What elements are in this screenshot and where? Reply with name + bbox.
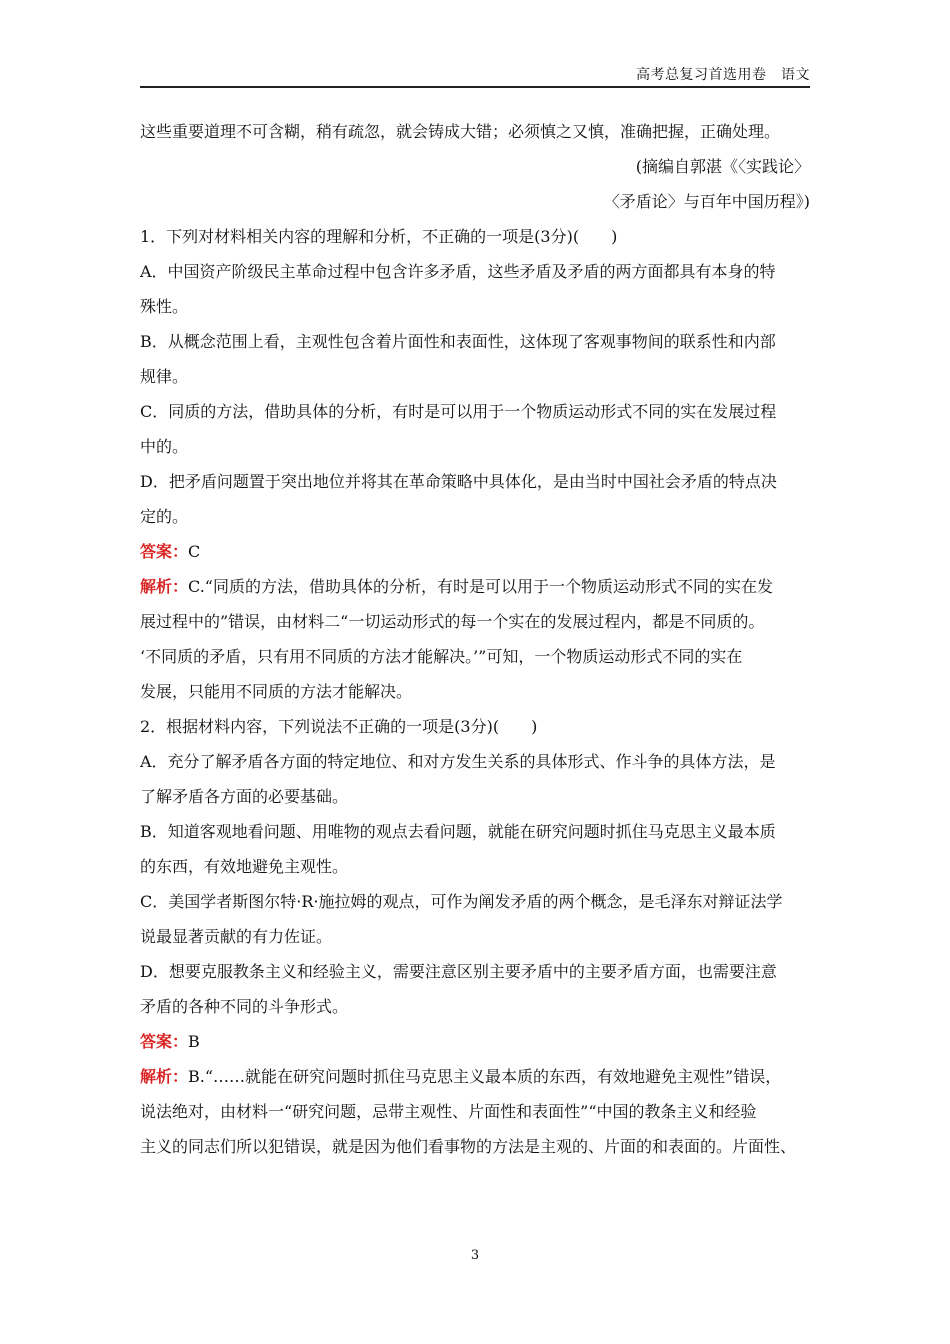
answer-label: 答案： — [140, 1032, 189, 1051]
option-d-cont: 矛盾的各种不同的斗争形式。 — [140, 997, 349, 1016]
source-citation: (摘编自郭湛《〈实践论〉 — [635, 157, 810, 176]
option-d-cont: 定的。 — [140, 507, 189, 526]
analysis-label: 解析： — [140, 577, 189, 596]
option-b-cont: 的东西，有效地避免主观性。 — [140, 857, 349, 876]
analysis-cont: 说法绝对，由材料一“研究问题，忌带主观性、片面性和表面性”“中国的教条主义和经验 — [140, 1102, 757, 1121]
analysis-cont: ‘不同质的矛盾，只有用不同质的方法才能解决。’”可知，一个物质运动形式不同的实在 — [140, 647, 743, 666]
option-b: B．知道客观地看问题、用唯物的观点去看问题，就能在研究问题时抓住马克思主义最本质 — [140, 822, 776, 841]
question-1-stem: 1．下列对材料相关内容的理解和分析，不正确的一项是(3分)( ) — [140, 227, 618, 246]
analysis-label: 解析： — [140, 1067, 189, 1086]
document-body — [140, 122, 810, 1172]
analysis-cont: 发展，只能用不同质的方法才能解决。 — [140, 682, 413, 701]
source-citation: 〈矛盾论〉与百年中国历程》) — [603, 192, 810, 211]
option-b-cont: 规律。 — [140, 367, 189, 386]
header-title: 高考总复习首选用卷 语文 — [636, 67, 810, 83]
answer-value: B — [188, 1032, 200, 1051]
analysis-line — [140, 1067, 810, 1102]
option-a-cont: 殊性。 — [140, 297, 189, 316]
question-2-stem: 2．根据材料内容，下列说法不正确的一项是(3分)( ) — [140, 717, 538, 736]
option-c-cont: 中的。 — [140, 437, 189, 456]
option-c: C．美国学者斯图尔特·R·施拉姆的观点，可作为阐发矛盾的两个概念，是毛泽东对辩证法学 — [140, 892, 783, 911]
answer-label: 答案： — [140, 542, 189, 561]
page-header — [140, 62, 810, 88]
answer-value: C — [188, 542, 201, 561]
option-b: B．从概念范围上看，主观性包含着片面性和表面性，这体现了客观事物间的联系性和内部 — [140, 332, 776, 351]
option-a-cont: 了解矛盾各方面的必要基础。 — [140, 787, 349, 806]
page-number: 3 — [470, 1248, 480, 1263]
option-c-cont: 说最显著贡献的有力佐证。 — [140, 927, 333, 946]
option-c: C．同质的方法，借助具体的分析，有时是可以用于一个物质运动形式不同的实在发展过程 — [140, 402, 777, 421]
option-d: D．把矛盾问题置于突出地位并将其在革命策略中具体化，是由当时中国社会矛盾的特点决 — [140, 472, 777, 491]
answer-line — [140, 542, 810, 577]
analysis-cont: 展过程中的”错误，由材料二“一切运动形式的每一个实在的发展过程内，都是不同质的。 — [140, 612, 765, 631]
option-d: D．想要克服教条主义和经验主义，需要注意区别主要矛盾中的主要矛盾方面，也需要注意 — [140, 962, 777, 981]
option-a: A．充分了解矛盾各方面的特定地位、和对方发生关系的具体形式、作斗争的具体方法，是 — [140, 752, 776, 771]
analysis-text: C.“同质的方法，借助具体的分析，有时是可以用于一个物质运动形式不同的实在发 — [188, 577, 773, 596]
option-a: A．中国资产阶级民主革命过程中包含许多矛盾，这些矛盾及矛盾的两方面都具有本身的特 — [140, 262, 776, 281]
analysis-text: B.“……就能在研究问题时抓住马克思主义最本质的东西，有效地避免主观性”错误， — [188, 1067, 782, 1086]
analysis-cont: 主义的同志们所以犯错误，就是因为他们看事物的方法是主观的、片面的和表面的。片面性、 — [140, 1137, 797, 1156]
text-line: 这些重要道理不可含糊，稍有疏忽，就会铸成大错；必须慎之又慎，准确把握，正确处理。 — [140, 122, 781, 141]
answer-line — [140, 1032, 810, 1067]
analysis-line — [140, 577, 810, 612]
